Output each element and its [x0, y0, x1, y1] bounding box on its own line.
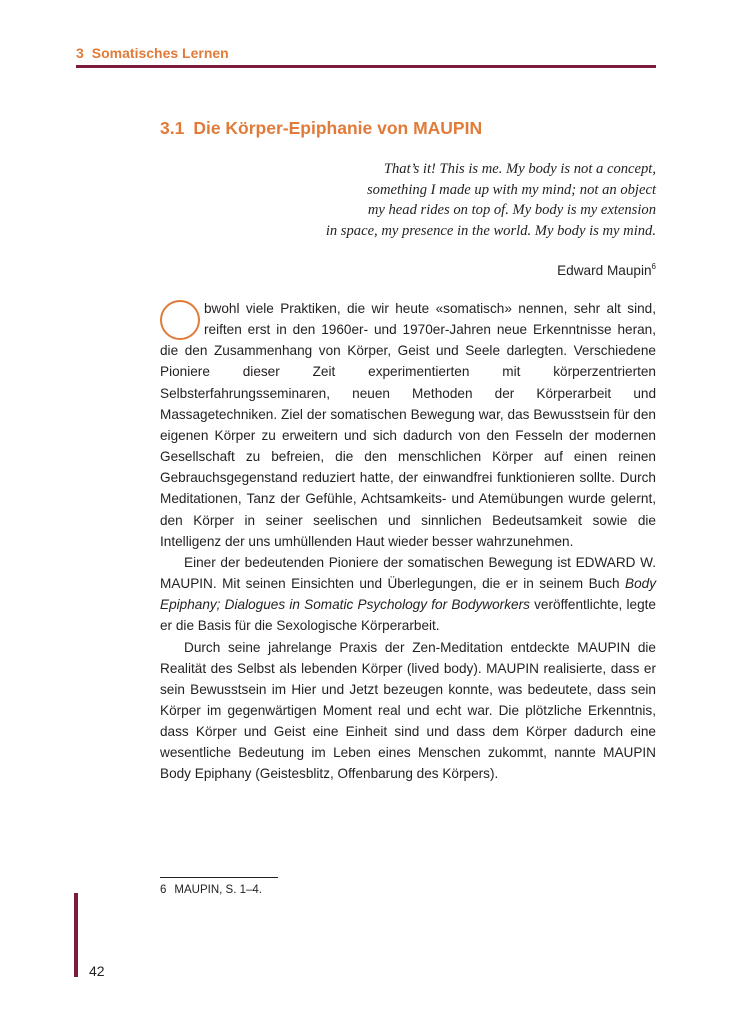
- dropcap-o-ring: [160, 300, 200, 340]
- header-rule: [76, 65, 656, 68]
- epigraph-line: my head rides on top of. My body is my extension: [367, 202, 656, 219]
- page-margin-bar: [74, 893, 78, 977]
- epigraph-author: Edward Maupin: [557, 263, 652, 278]
- epigraph-attribution: [460, 262, 656, 278]
- paragraph-1-text: bwohl viele Praktiken, die wir heute «somatisch» nennen, sehr alt sind, reiften erst in den 1960er- und 1970er-Jahren neue Erkenntnisse heran, die den Zusammenhang von Körper, Geist und Seele darlegten. Verschiedene Pioniere dieser Zeit experimentierten mit körperzentrierten Selbsterfahrungsseminaren, neuen Methoden der Körperarbeit und Massagetechniken. Ziel der somatischen Bewegung war, das Bewusstsein für den eigenen Körper zu erweitern und sich dadurch von den Fesseln der modernen Gesellschaft zu befreien, die den menschlichen Körper auf einen reinen Gebrauchsgegenstand reduziert hatte, der einwandfrei funktionieren sollte. Durch Meditationen, Tanz der Gefühle, Achtsamkeits- und Atemübungen wurde gelernt, den Körper in seiner seelischen und sinnlichen Bedeutsamkeit sowie die Intelligenz der uns umhüllenden Haut wieder besser wahrzunehmen.: [160, 301, 656, 549]
- paragraph-2-text-a: Einer der bedeutenden Pioniere der somatischen Bewegung ist EDWARD W. MAUPIN. Mit seinen Einsichten und Überlegungen, die er in seinem Buch: [160, 554, 656, 592]
- section-number: 3.1: [160, 118, 185, 138]
- epigraph-line: something I made up with my mind; not an object: [367, 181, 656, 198]
- footnote: [160, 884, 262, 896]
- footnote-number: 6: [160, 884, 167, 896]
- footnote-reference: 6: [651, 262, 656, 271]
- section-heading: [160, 118, 482, 139]
- paragraph-1: [160, 298, 656, 552]
- book-title: Body Epiphany; Dialogues in Somatic Psychology for Bodyworkers: [160, 576, 656, 613]
- chapter-number: 3: [76, 45, 84, 61]
- footnote-rule: [160, 877, 278, 878]
- chapter-title: Somatisches Lernen: [91, 45, 229, 61]
- running-head: [76, 45, 229, 61]
- footnote-text: MAUPIN, S. 1–4.: [174, 884, 262, 896]
- page-number: 42: [89, 963, 105, 979]
- section-title: Die Körper-Epiphanie von MAUPIN: [193, 118, 483, 138]
- epigraph-line: That’s it! This is me. My body is not a concept,: [383, 161, 656, 177]
- paragraph-2: [160, 552, 656, 637]
- epigraph-quote: [260, 159, 656, 241]
- paragraph-3: Durch seine jahrelange Praxis der Zen-Meditation entdeckte MAUPIN die Realität des Selbst als lebenden Körper (lived body). MAUPIN realisierte, dass er sein Bewusstsein im Hier und Jetzt bezeugen konnte, was bedeutete, dass sein Körper im gegenwärtigen Moment real und echt war. Die plötzliche Erkenntnis, dass Körper und Geist eine Einheit sind und dass dem Körper dadurch eine wesentliche Bedeutung im Leben eines Menschen zukommt, nannte MAUPIN Body Epiphany (Geistesblitz, Offenbarung des Körpers).: [160, 639, 656, 782]
- epigraph-line: in space, my presence in the world. My body is my mind.: [325, 222, 656, 239]
- paragraph-2-text-b: veröffentlichte, legte er die Basis für die Sexologische Körperarbeit.: [160, 597, 656, 634]
- body-text: [160, 298, 656, 785]
